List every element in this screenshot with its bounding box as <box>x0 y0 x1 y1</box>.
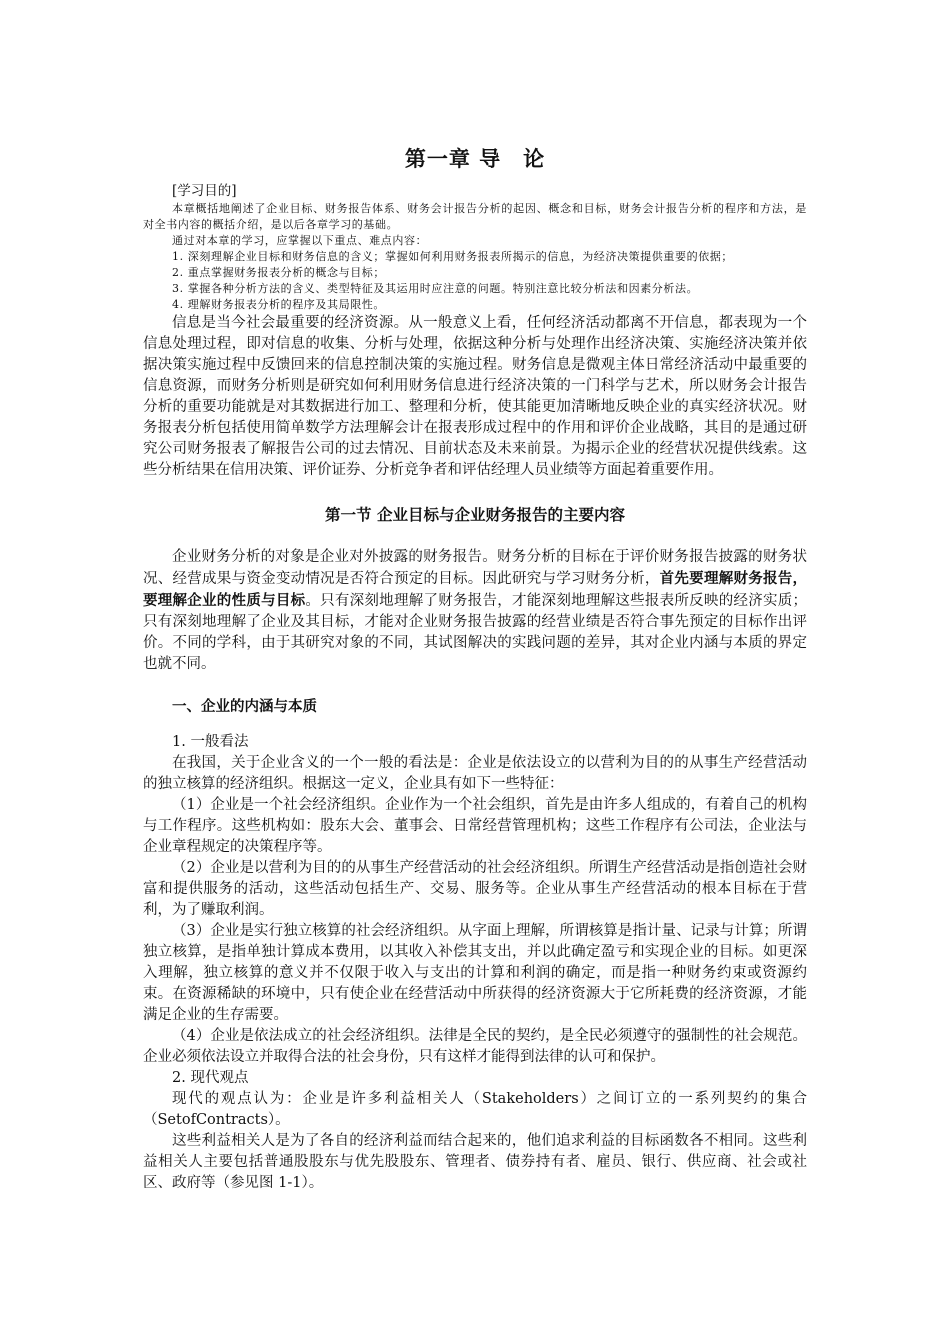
chapter-title: 第一章 导 论 <box>404 146 546 171</box>
document-page <box>143 143 807 1194</box>
section-paragraph <box>143 547 807 675</box>
learning-goal-point: 1. 深刻理解企业目标和财务信息的含义；掌握如何利用财务报表所揭示的信息，为经济决策提供重要的依据； <box>172 250 733 263</box>
learning-goal-point: 4. 理解财务报表分析的程序及其局限性。 <box>172 298 385 311</box>
feature-paragraph: （2）企业是以营利为目的的从事生产经营活动的社会经济组织。所谓生产经营活动是指创造社会财富和提供服务的活动，这些活动包括生产、交易、服务等。企业从事生产经营活动的根本目标在于营利，为了赚取利润。 <box>143 860 807 918</box>
learning-goal-heading: [学习目的] <box>172 183 237 199</box>
intro-paragraph: 信息是当今社会最重要的经济资源。从一般意义上看，任何经济活动都离不开信息，都表现为一个信息处理过程，即对信息的收集、分析与处理，依据这种分析与处理作出经济决策、实施经济决策并依据决策实施过程中反馈回来的信息控制决策的实施过程。财务信息是微观主体日常经济活动中最重要的信息资源，而财务分析则是研究如何利用财务信息进行经济决策的一门科学与艺术，所以财务会计报告分析的重要功能就是对其数据进行加工、整理和分析，使其能更加清晰地反映企业的真实经济状况。财务报表分析包括使用简单数学方法理解会计在报表形成过程中的作用和评价企业战略，其目的是通过研究公司财务报表了解报告公司的过去情况、目前状态及未来前景。为揭示企业的经营状况提供线索。这些分析结果在信用决策、评价证券、分析竞争者和评估经理人员业绩等方面起着重要作用。 <box>143 315 807 478</box>
learning-goal-point: 2. 重点掌握财务报表分析的概念与目标； <box>172 266 385 279</box>
paragraph-text: 。只有深刻地理解了财务报告，才能深刻地理解这些报表所反映的经济实质；只有深刻地理解了企业及其目标，才能对企业财务报告披露的经营业绩是否符合事先预定的目标作出评价。不同的学科，由于其研究对象的不同，其试图解决的实践问题的差异，其对企业内涵与本质的界定也就不同。 <box>143 593 807 672</box>
general-view-text: 在我国，关于企业含义的一个一般的看法是：企业是依法设立的以营利为目的的从事生产经营活动的独立核算的经济组织。根据这一定义，企业具有如下一些特征： <box>143 755 807 792</box>
learning-goal-lead: 通过对本章的学习，应掌握以下重点、难点内容： <box>172 234 428 247</box>
modern-view-text: 现代的观点认为：企业是许多利益相关人（Stakeholders）之间订立的一系列契约的集合（SetofContracts）。 <box>143 1091 807 1128</box>
learning-goal-point: 3. 掌握各种分析方法的含义、类型特征及其运用时应注意的问题。特别注意比较分析法和因素分析法。 <box>172 282 699 295</box>
paragraph-text: 企业财务分析的对象是企业对外披露的财务报告。财务分析的目标在于评价财务报告披露的财务状况、经营成果与资金变动情况是否符合预定的目标。因此研究与学习财务分析， <box>143 549 807 587</box>
emphasis-text: 首先要理解财务报告，要理解企业的性质与目标 <box>143 570 808 609</box>
learning-goal-intro: 本章概括地阐述了企业目标、财务报告体系、财务会计报告分析的起因、概念和目标，财务会计报告分析的程序和方法，是对全书内容的概括介绍，是以后各章学习的基础。 <box>143 202 807 231</box>
feature-paragraph: （4）企业是依法成立的社会经济组织。法律是全民的契约，是全民必须遵守的强制性的社会规范。企业必须依法设立并取得合法的社会身份，只有这样才能得到法律的认可和保护。 <box>143 1028 807 1065</box>
item-title: 1. 一般看法 <box>172 734 249 750</box>
subsection-heading: 一、企业的内涵与本质 <box>172 698 317 715</box>
item-title: 2. 现代观点 <box>172 1070 249 1086</box>
feature-paragraph: （3）企业是实行独立核算的社会经济组织。从字面上理解，所谓核算是指计量、记录与计算；所谓独立核算，是指单独计算成本费用，以其收入补偿其支出，并以此确定盈亏和实现企业的目标。如更深入理解，独立核算的意义并不仅限于收入与支出的计算和利润的确定，而是指一种财务约束或资源约束。在资源稀缺的环境中，只有使企业在经营活动中所获得的经济资源大于它所耗费的经济资源，才能满足企业的生存需要。 <box>143 923 807 1023</box>
modern-view-text: 这些利益相关人是为了各自的经济利益而结合起来的，他们追求利益的目标函数各不相同。这些利益相关人主要包括普通股股东与优先股股东、管理者、债券持有者、雇员、银行、供应商、社会或社区、政府等（参见图 1-1）。 <box>143 1133 807 1191</box>
feature-paragraph: （1）企业是一个社会经济组织。企业作为一个社会组织，首先是由许多人组成的，有着自己的机构与工作程序。这些机构如：股东大会、董事会、日常经营管理机构；这些工作程序有公司法，企业法与企业章程规定的决策程序等。 <box>143 797 807 855</box>
section-heading: 第一节 企业目标与企业财务报告的主要内容 <box>325 505 625 524</box>
